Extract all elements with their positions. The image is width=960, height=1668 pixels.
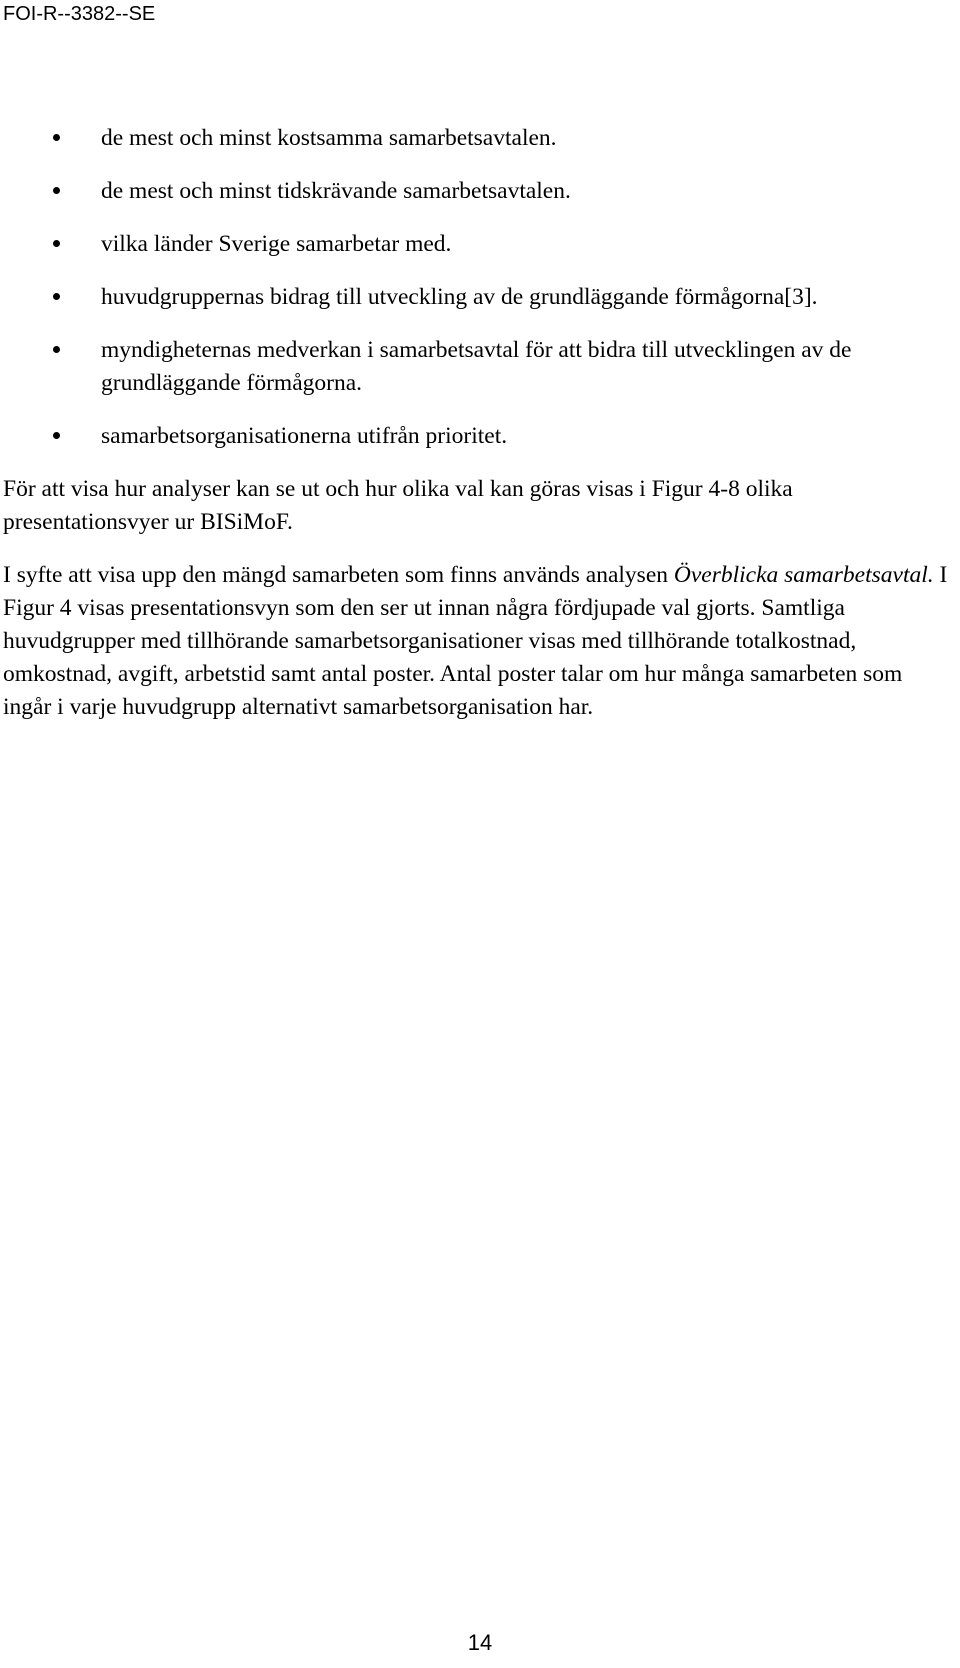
main-paragraph-rest: I Figur 4 visas presentationsvyn som den ser ut innan några fördjupade val gjorts. Samtliga huvudgrupper med tillhörande samarbetsorganisationer visas med tillhörande totalkostnad, omkostnad, avgift, arbetstid samt antal poster. Antal poster talar om hur många samarbeten som ingår i varje huvudgrupp alternativt samarbetsorganisation har. [3, 562, 948, 720]
list-item [3, 122, 861, 155]
list-item-text: de mest och minst tidskrävande samarbetsavtalen. [101, 178, 571, 204]
list-item-text: myndigheternas medverkan i samarbetsavtal för att bidra till utvecklingen av de grundläggande förmågorna. [101, 337, 852, 396]
bullet-dot-icon [53, 432, 60, 439]
list-item-text: de mest och minst kostsamma samarbetsavtalen. [101, 125, 557, 151]
bullet-dot-icon [53, 346, 60, 353]
list-item-text: vilka länder Sverige samarbetar med. [101, 231, 452, 257]
main-paragraph [3, 559, 953, 724]
document-body [3, 122, 953, 744]
bullet-dot-icon [53, 187, 60, 194]
page-number: 14 [467, 1630, 493, 1655]
analysis-name-emphasis: Överblicka samarbetsavtal. [673, 562, 934, 588]
main-paragraph-start: I syfte att visa upp den mängd samarbeten som finns används analysen [3, 562, 674, 588]
list-item [3, 228, 861, 261]
bullet-dot-icon [53, 293, 60, 300]
bullet-dot-icon [53, 240, 60, 247]
list-item-text: huvudgruppernas bidrag till utveckling av de grundläggande förmågorna[3]. [101, 284, 818, 310]
list-item [3, 420, 861, 453]
bullet-dot-icon [53, 134, 60, 141]
bullet-list [3, 122, 953, 453]
report-id-header: FOI-R--3382--SE [3, 3, 156, 25]
list-item [3, 281, 861, 314]
list-item [3, 175, 861, 208]
list-item [3, 334, 861, 400]
list-item-text: samarbetsorganisationerna utifrån prioritet. [101, 423, 508, 449]
intro-paragraph: För att visa hur analyser kan se ut och hur olika val kan göras visas i Figur 4-8 olika presentationsvyer ur BISiMoF. [3, 476, 793, 535]
